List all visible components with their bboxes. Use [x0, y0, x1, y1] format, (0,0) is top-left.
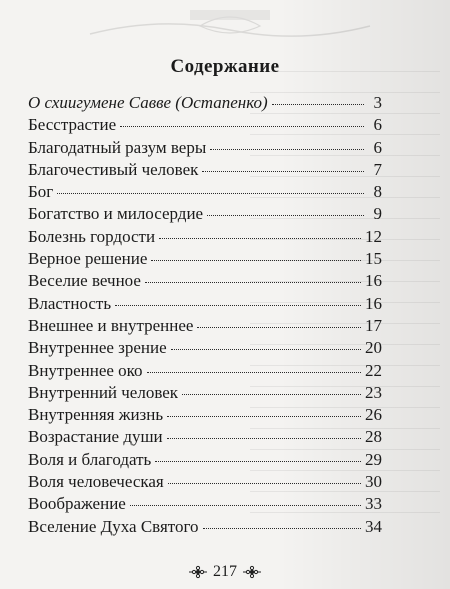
toc-entry-page: 16 [365, 271, 382, 291]
dot-leader [130, 505, 361, 506]
dot-leader [155, 461, 361, 462]
toc-entry-title: Болезнь гордости [28, 226, 156, 246]
toc-entry[interactable] [28, 137, 382, 159]
toc-entry-page: 12 [365, 226, 382, 246]
toc-entry-title: Воля и благодать [28, 449, 152, 469]
toc-entry[interactable] [28, 293, 382, 315]
toc-entry-title: Благодатный разум веры [28, 137, 207, 157]
toc-entry-title: О схиигумене Савве (Остапенко) [28, 93, 268, 112]
toc-entry-page: 16 [365, 293, 382, 313]
flower-ornament-icon [188, 565, 208, 579]
page-footer [0, 563, 450, 581]
toc-entry-title: Бог [28, 182, 54, 202]
toc-entry-page: 7 [373, 159, 382, 179]
toc-entry-title: Властность [28, 293, 112, 313]
dot-leader [272, 104, 364, 105]
page-title: Содержание [170, 56, 280, 77]
table-of-contents [28, 92, 382, 538]
toc-entry-title: Бесстрастие [28, 115, 117, 135]
toc-entry-page: 29 [365, 449, 382, 469]
toc-entry[interactable] [28, 493, 382, 515]
dot-leader [182, 394, 361, 395]
dot-leader [115, 305, 361, 306]
toc-entry[interactable] [28, 270, 382, 292]
toc-entry-page: 23 [365, 382, 382, 402]
bleed-through-ornament-icon [80, 6, 380, 46]
toc-entry[interactable] [28, 471, 382, 493]
toc-entry[interactable] [28, 181, 382, 203]
dot-leader [168, 483, 361, 484]
toc-entry-title: Воображение [28, 494, 126, 514]
toc-entry-title: Вселение Духа Святого [28, 516, 199, 536]
toc-entry-page: 15 [365, 249, 382, 269]
toc-entry[interactable] [28, 337, 382, 359]
dot-leader [57, 193, 364, 194]
toc-entry-page: 22 [365, 360, 382, 380]
toc-entry-page: 20 [365, 338, 382, 358]
toc-entry[interactable] [28, 382, 382, 404]
toc-entry-page: 3 [373, 93, 382, 112]
toc-entry-page: 30 [365, 472, 382, 492]
toc-entry[interactable] [28, 315, 382, 337]
toc-entry-title: Возрастание души [28, 427, 163, 447]
dot-leader [197, 327, 361, 328]
toc-entry-page: 6 [373, 115, 382, 135]
toc-entry-title: Богатство и милосердие [28, 204, 204, 224]
toc-entry[interactable] [28, 516, 382, 538]
dot-leader [147, 372, 361, 373]
page-number: 217 [213, 563, 237, 580]
toc-entry-page: 34 [365, 516, 382, 536]
dot-leader [120, 126, 364, 127]
toc-entry-page: 26 [365, 405, 382, 425]
toc-entry-title: Верное решение [28, 249, 148, 269]
toc-entry-title: Внутренний человек [28, 382, 179, 402]
dot-leader [167, 438, 361, 439]
toc-entry-page: 8 [373, 182, 382, 202]
toc-entry[interactable] [28, 203, 382, 225]
toc-entry-page: 6 [373, 137, 382, 157]
toc-entry-title: Внутреннее зрение [28, 338, 167, 358]
toc-entry-title: Внутренняя жизнь [28, 405, 164, 425]
dot-leader [151, 260, 361, 261]
flower-ornament-icon [242, 565, 262, 579]
toc-entry-page: 17 [365, 315, 382, 335]
dot-leader [202, 171, 364, 172]
toc-entry[interactable] [28, 248, 382, 270]
toc-entry-page: 28 [365, 427, 382, 447]
toc-entry[interactable] [28, 449, 382, 471]
dot-leader [159, 238, 361, 239]
toc-entry[interactable] [28, 426, 382, 448]
toc-entry[interactable] [28, 404, 382, 426]
toc-entry-title: Веселие вечное [28, 271, 141, 291]
dot-leader [171, 349, 361, 350]
toc-entry[interactable] [28, 92, 382, 114]
toc-entry[interactable] [28, 159, 382, 181]
toc-entry-page: 9 [373, 204, 382, 224]
toc-entry[interactable] [28, 114, 382, 136]
dot-leader [167, 416, 361, 417]
toc-entry-page: 33 [365, 494, 382, 514]
toc-entry-title: Воля человеческая [28, 472, 164, 492]
dot-leader [145, 282, 361, 283]
dot-leader [207, 215, 364, 216]
toc-entry[interactable] [28, 226, 382, 248]
toc-entry-title: Благочестивый человек [28, 159, 199, 179]
dot-leader [203, 528, 361, 529]
dot-leader [210, 149, 364, 150]
toc-entry-title: Внешнее и внутреннее [28, 315, 194, 335]
toc-entry-title: Внутреннее око [28, 360, 143, 380]
toc-entry[interactable] [28, 360, 382, 382]
